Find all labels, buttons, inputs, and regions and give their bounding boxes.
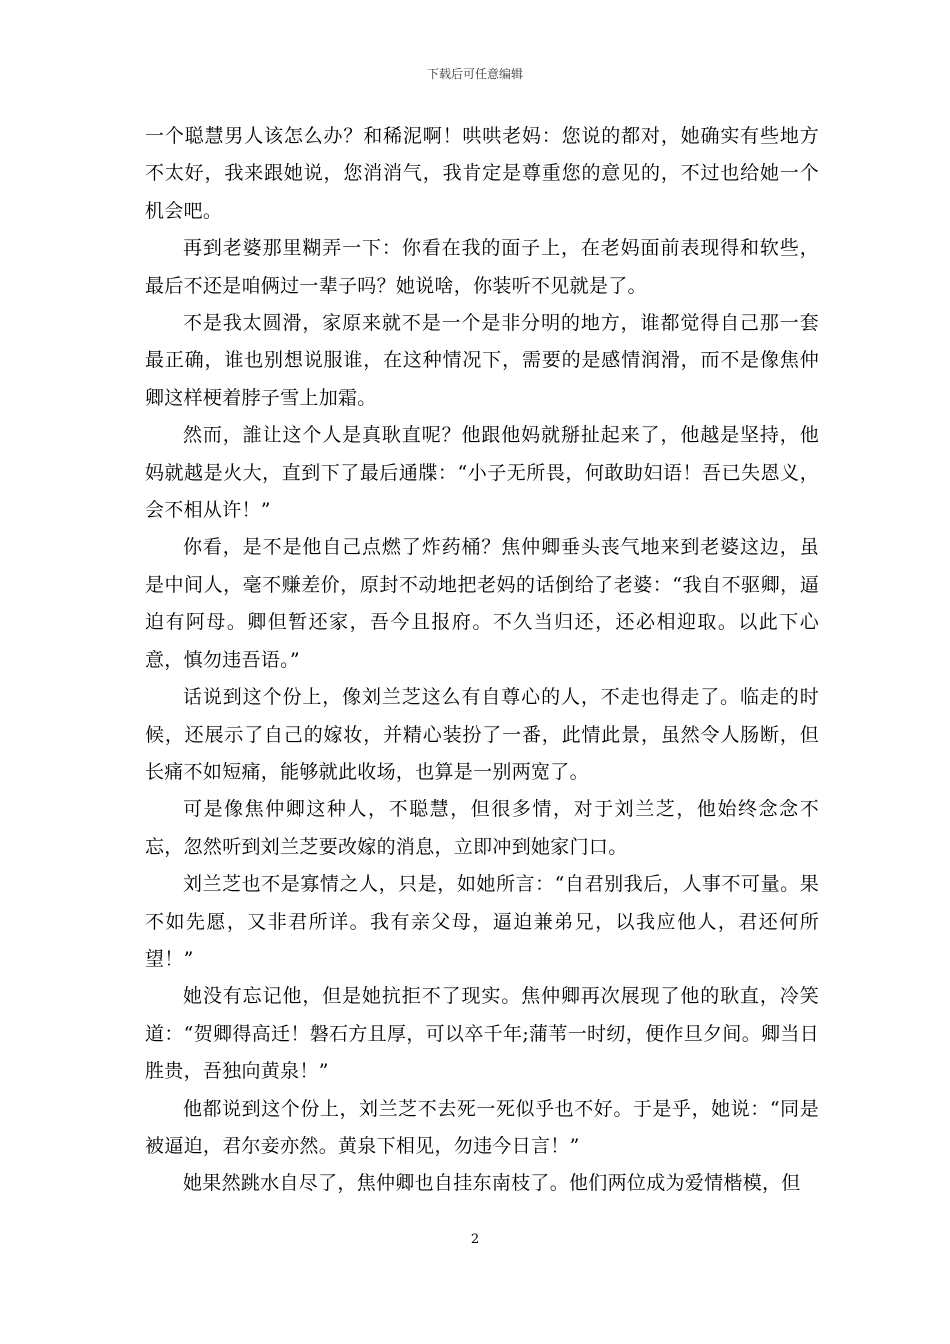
page-number: 2 xyxy=(470,1232,480,1247)
paragraph-1: 一个聪慧男人该怎么办？和稀泥啊！哄哄老妈：您说的都对，她确实有些地方不太好，我来跟她说，您消消气，我肯定是尊重您的意见的，不过也给她一个机会吧。 xyxy=(145,125,819,222)
paragraph-2: 再到老婆那里糊弄一下：你看在我的面子上，在老妈面前表现得和软些，最后不还是咱俩过一辈子吗？她说啥，你装听不见就是了。 xyxy=(145,237,819,297)
paragraph-4: 然而，誰让这个人是真耿直呢？他跟他妈就掰扯起来了，他越是坚持，他妈就越是火大，直到下了最后通牒：“小子无所畏，何敢助妇语！吾已失恩义，会不相从许！” xyxy=(145,424,819,522)
paragraph-5: 你看，是不是他自己点燃了炸药桶？焦仲卿垂头丧气地来到老婆这边，虽是中间人，毫不赚差价，原封不动地把老妈的话倒给了老婆：“我自不驱卿，逼迫有阿母。卿但暂还家，吾今且报府。不久当归还，还必相迎取。以此下心意，慎勿违吾语。” xyxy=(145,536,819,671)
paragraph-11: 她果然跳水自尽了，焦仲卿也自挂东南枝了。他们两位成为爱情楷模，但 xyxy=(183,1172,801,1195)
paragraph-6: 话说到这个份上，像刘兰芝这么有自尊心的人，不走也得走了。临走的时候，还展示了自己的嫁妆，并精心装扮了一番，此情此景，虽然令人肠断，但长痛不如短痛，能够就此收场，也算是一别两宽了。 xyxy=(145,686,819,783)
page-header: 下载后可任意编辑 xyxy=(426,67,523,81)
document-body xyxy=(145,118,819,1203)
paragraph-10: 他都说到这个份上，刘兰芝不去死一死似乎也不好。于是乎，她说：“同是被逼迫，君尔妾亦然。黄泉下相见，勿违今日言！” xyxy=(145,1097,819,1157)
paragraph-3: 不是我太圆滑，家原来就不是一个是非分明的地方，谁都觉得自己那一套最正确，谁也别想说服谁，在这种情况下，需要的是感情润滑，而不是像焦仲卿这样梗着脖子雪上加霜。 xyxy=(145,312,819,409)
paragraph-8: 刘兰芝也不是寡情之人，只是，如她所言：“自君别我后，人事不可量。果不如先愿，又非君所详。我有亲父母，逼迫兼弟兄，以我应他人，君还何所望！” xyxy=(145,873,819,970)
paragraph-9: 她没有忘记他，但是她抗拒不了现实。焦仲卿再次展现了他的耿直，冷笑道：“贺卿得高迁！磐石方且厚，可以卒千年;蒲苇一时纫，便作旦夕间。卿当日胜贵，吾独向黄泉！” xyxy=(145,985,819,1083)
paragraph-7: 可是像焦仲卿这种人，不聪慧，但很多情，对于刘兰芝，他始终念念不忘，忽然听到刘兰芝要改嫁的消息，立即冲到她家门口。 xyxy=(145,798,819,858)
